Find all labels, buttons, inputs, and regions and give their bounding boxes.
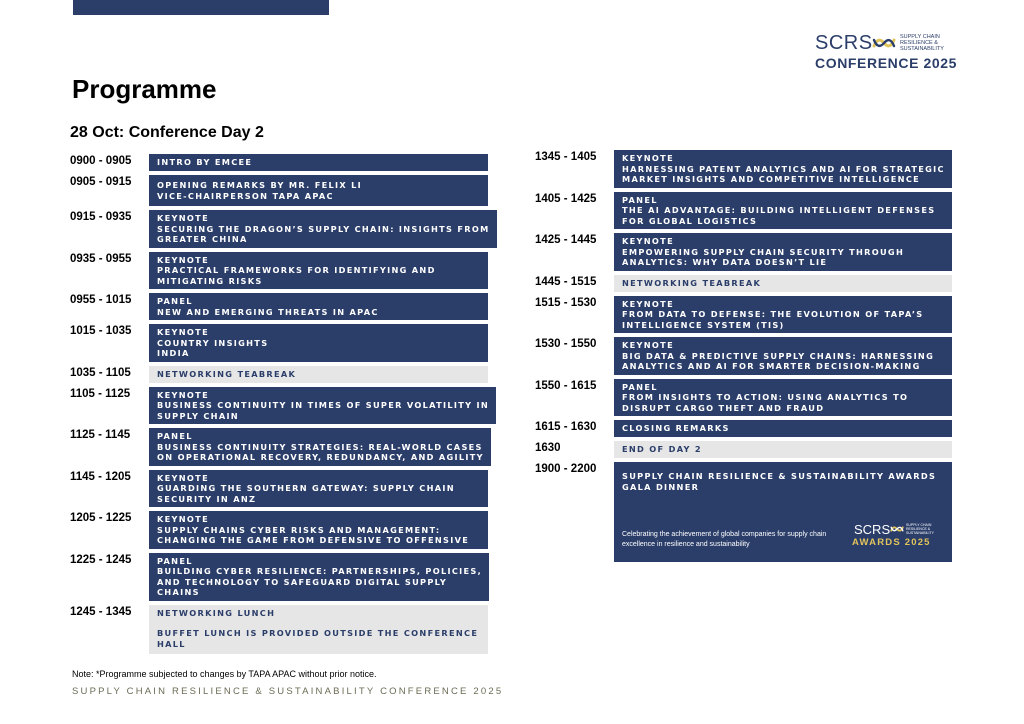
session-row (535, 192, 952, 230)
session-line: HARNESSING PATENT ANALYTICS AND AI FOR STRATEGIC (622, 163, 945, 174)
session-row (70, 293, 488, 320)
session-box (614, 337, 952, 375)
session-line: INTELLIGENCE SYSTEM (TIS) (622, 319, 785, 330)
session-row (535, 233, 952, 271)
session-line: SECURITY IN ANZ (157, 493, 257, 504)
session-time: 1145 - 1205 (70, 470, 131, 483)
session-box (614, 192, 952, 230)
session-time: 1405 - 1425 (535, 192, 597, 205)
awards-description: Celebrating the achievement of global companies for supply chain excellence in resilience and sustainability (622, 531, 827, 548)
session-line: SUPPLY CHAIN RESILIENCE & SUSTAINABILITY AWARDS (622, 471, 937, 481)
session-time: 1515 - 1530 (535, 296, 597, 309)
end-box (614, 441, 952, 458)
session-row (535, 420, 952, 437)
session-row (70, 366, 488, 383)
session-line: BUSINESS CONTINUITY IN TIMES OF SUPER VOLATILITY IN (157, 400, 490, 410)
session-line: BUSINESS CONTINUITY STRATEGIES: REAL-WORLD CASES (157, 441, 483, 452)
session-time: 1550 - 1615 (535, 379, 597, 392)
session-line: ON OPERATIONAL RECOVERY, REDUNDANCY, AND AGILITY (157, 452, 484, 462)
session-box (149, 387, 496, 425)
session-line: CLOSING REMARKS (622, 423, 730, 433)
session-time: 1615 - 1630 (535, 421, 597, 433)
conference-logo (815, 32, 958, 72)
awards-logo-tagline: SUPPLY CHAIN RESILIENCE & SUSTAINABILITY (906, 523, 934, 535)
session-box (149, 324, 488, 362)
session-line: GUARDING THE SOUTHERN GATEWAY: SUPPLY CHAIN (157, 483, 455, 493)
session-line: AND TECHNOLOGY TO SAFEGUARD DIGITAL SUPPLY (157, 576, 448, 587)
session-box (614, 420, 952, 437)
page-title: Programme (72, 74, 217, 104)
session-line: KEYNOTE (622, 298, 674, 309)
session-row (535, 441, 952, 458)
session-line: NETWORKING TEABREAK (157, 368, 297, 379)
session-row (70, 553, 488, 601)
session-row (535, 337, 952, 375)
session-line: NEW AND EMERGING THREATS IN APAC (157, 306, 379, 317)
session-box (149, 210, 497, 248)
session-line: BUFFET LUNCH IS PROVIDED OUTSIDE THE CONFERENCE (157, 628, 479, 638)
session-time: 1630 (535, 442, 561, 454)
session-line: PANEL (622, 381, 658, 392)
session-line: KEYNOTE (157, 213, 209, 223)
session-line: NETWORKING TEABREAK (622, 277, 762, 288)
session-box (149, 428, 491, 466)
session-line: MARKET INSIGHTS AND COMPETITIVE INTELLIGENCE (622, 174, 921, 184)
schedule-left-column (70, 154, 488, 658)
session-line: THE AI ADVANTAGE: BUILDING INTELLIGENT DEFENSES (622, 205, 936, 215)
session-line: VICE-CHAIRPERSON TAPA APAC (157, 190, 334, 201)
page-footer: SUPPLY CHAIN RESILIENCE & SUSTAINABILITY CONFERENCE 2025 (72, 686, 504, 697)
session-line: EMPOWERING SUPPLY CHAIN SECURITY THROUGH (622, 246, 905, 257)
session-line: KEYNOTE (157, 472, 209, 483)
logo-tagline: SUPPLY CHAIN RESILIENCE & SUSTAINABILITY (900, 34, 944, 52)
session-line: KEYNOTE (622, 340, 674, 350)
session-time: 0955 - 1015 (70, 294, 132, 306)
session-line: HALL (157, 638, 186, 649)
session-time: 1900 - 2200 (535, 463, 597, 475)
awards-logo-mark-icon (890, 523, 904, 535)
session-line: SECURING THE DRAGON’S SUPPLY CHAIN: INSIGHTS FROM (157, 223, 490, 234)
session-box (149, 470, 488, 508)
session-row (70, 387, 488, 425)
session-line: KEYNOTE (622, 153, 674, 163)
session-row (535, 462, 952, 562)
logo-conference: CONFERENCE 2025 (815, 55, 958, 71)
session-line: SUPPLY CHAIN (157, 410, 239, 421)
session-line: GREATER CHINA (157, 234, 248, 244)
session-row (535, 296, 952, 334)
session-row (535, 379, 952, 417)
session-line: BIG DATA & PREDICTIVE SUPPLY CHAINS: HARNESSING (622, 350, 935, 361)
session-time: 1445 - 1515 (535, 275, 597, 288)
session-row (70, 252, 488, 290)
schedule-right-column (535, 150, 952, 566)
session-line: SUPPLY CHAINS CYBER RISKS AND MANAGEMENT: (157, 524, 441, 535)
session-box (614, 379, 952, 417)
session-row (70, 605, 488, 655)
session-row (70, 511, 488, 549)
session-time: 0900 - 0905 (70, 155, 132, 167)
session-line: ANALYTICS AND AI FOR SMARTER DECISION-MAKING (622, 361, 921, 371)
session-line: KEYNOTE (622, 236, 674, 246)
session-time: 0915 - 0935 (70, 211, 132, 223)
session-box (149, 553, 489, 601)
session-time: 1425 - 1445 (535, 234, 597, 246)
session-time: 1345 - 1405 (535, 151, 597, 163)
session-line: DISRUPT CARGO THEFT AND FRAUD (622, 402, 825, 413)
awards-logo-year: AWARDS 2025 (852, 537, 931, 548)
session-line: OPENING REMARKS BY MR. FELIX LI (157, 180, 362, 190)
session-line: PANEL (157, 296, 193, 306)
session-box (149, 175, 488, 206)
session-row (70, 210, 488, 248)
session-line: GALA DINNER (622, 481, 700, 492)
session-time: 1125 - 1145 (70, 429, 131, 441)
session-time: 1015 - 1035 (70, 325, 132, 337)
logo-text: SCRS (815, 32, 873, 54)
session-time: 1205 - 1225 (70, 512, 132, 524)
session-line: NETWORKING LUNCH (157, 607, 276, 618)
session-time: 0935 - 0955 (70, 252, 132, 265)
session-line: CHAINS (157, 587, 200, 597)
session-time: 1105 - 1125 (70, 387, 131, 400)
session-box (614, 296, 952, 334)
session-line: INDIA (157, 348, 190, 358)
session-line: FOR GLOBAL LOGISTICS (622, 215, 758, 226)
session-line: PANEL (622, 194, 658, 205)
break-box (149, 366, 488, 383)
session-row (535, 275, 952, 292)
session-row (535, 150, 952, 188)
session-row (70, 154, 488, 171)
session-line: FROM DATA TO DEFENSE: THE EVOLUTION OF TAPA’S (622, 309, 924, 319)
session-box (614, 233, 952, 271)
awards-logo-text: SCRS (854, 522, 891, 537)
session-box (149, 252, 488, 290)
awards-box (614, 462, 952, 562)
session-time: 1245 - 1345 (70, 605, 132, 618)
session-time: 1035 - 1105 (70, 366, 131, 379)
lunch-box (149, 605, 488, 655)
session-line: ANALYTICS: WHY DATA DOESN’T LIE (622, 257, 828, 267)
session-row (70, 428, 488, 466)
session-line: MITIGATING RISKS (157, 275, 263, 286)
session-line: KEYNOTE (157, 327, 209, 337)
session-time: 1530 - 1550 (535, 338, 597, 350)
session-box (149, 511, 488, 549)
session-line: CHANGING THE GAME FROM DEFENSIVE TO OFFENSIVE (157, 535, 470, 545)
session-line: PRACTICAL FRAMEWORKS FOR IDENTIFYING AND (157, 265, 436, 275)
session-box (614, 150, 952, 188)
awards-footer (622, 522, 944, 550)
session-time: 1225 - 1245 (70, 553, 132, 566)
session-line: PANEL (157, 555, 193, 566)
session-box (149, 154, 488, 171)
session-row (70, 470, 488, 508)
session-row (70, 175, 488, 206)
session-line: KEYNOTE (157, 389, 209, 400)
session-line: END OF DAY 2 (622, 444, 702, 454)
session-line: INTRO BY EMCEE (157, 157, 253, 167)
session-line: FROM INSIGHTS TO ACTION: USING ANALYTICS TO (622, 392, 909, 402)
awards-logo (852, 522, 944, 550)
top-accent-bar (73, 0, 329, 15)
session-line: PANEL (157, 431, 193, 441)
session-time: 0905 - 0915 (70, 176, 132, 188)
logo-mark-icon (872, 34, 896, 52)
session-line: KEYNOTE (157, 254, 209, 265)
session-line: COUNTRY INSIGHTS (157, 337, 269, 348)
session-box (149, 293, 488, 320)
day-title: 28 Oct: Conference Day 2 (70, 124, 264, 141)
session-row (70, 324, 488, 362)
programme-note: Note: *Programme subjected to changes by TAPA APAC without prior notice. (72, 669, 377, 679)
break-box (614, 275, 952, 292)
session-line: BUILDING CYBER RESILIENCE: PARTNERSHIPS, POLICIES, (157, 566, 483, 576)
session-line: KEYNOTE (157, 514, 209, 524)
